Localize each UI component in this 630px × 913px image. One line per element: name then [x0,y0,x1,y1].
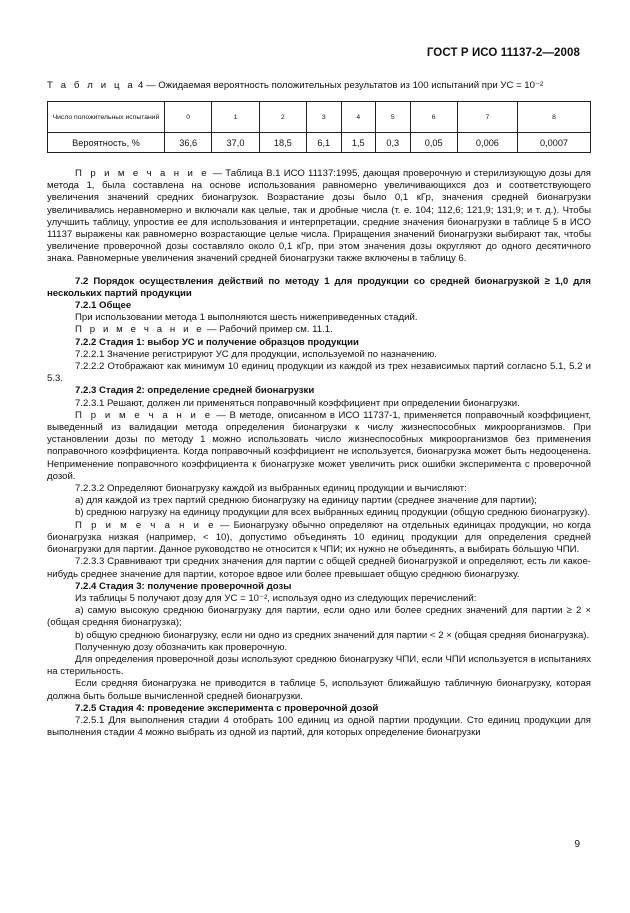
table-cell: 37,0 [212,133,259,153]
table-row-label: Вероятность, % [48,133,165,153]
body-paragraph: 7.2.3.3 Сравнивают три средних значения для партии с общей средней бионагрузкой и определяют, есть ли какое-нибудь среднее значение для партии, которое вдвое или более превышает общую среднюю бионагрузку. [47,556,591,580]
body-paragraph: а) самую высокую среднюю бионагрузку для партии, если одно или более средних значений для партии ≥ 2 × (общая средняя бионагрузка); [47,605,591,629]
document-header: ГОСТ Р ИСО 11137-2—2008 [426,47,580,59]
note-text: — Бионагрузку обычно определяют на отдельных единицах продукции, но когда бионагрузка низкая (например, < 10), допустимо объединять 10 единиц продукции для определения средней бионагрузки для партии. Данное руководство не относится к ЧПИ; их нужно не объединять, а выбирать бóльшую ЧПИ. [47,519,591,556]
document-body [47,168,591,739]
page-number: 9 [574,839,580,850]
table-caption [47,80,543,91]
note-paragraph [47,168,591,266]
table-column-header: 8 [517,102,590,133]
body-paragraph: b) среднюю нагрузку на единицу продукции для всех выбранных единиц продукции (общую среднюю бионагрузку). [75,507,591,519]
body-paragraph: Если средняя бионагрузка не приводится в таблице 5, используют ближайшую табличную бионагрузку, которая должна быть больше вычисленной средней бионагрузки. [47,678,591,702]
body-paragraph: b) общую среднюю бионагрузку, если ни одно из средних значений для партии < 2 × (общая средняя бионагрузка). [75,629,590,641]
table-cell: 0,3 [376,133,411,153]
table-value-row [48,133,591,153]
note-label: П р и м е ч а н и е [75,409,213,421]
table-column-header: 3 [306,102,341,133]
body-paragraph: а) для каждой из трех партий среднюю бионагрузку на единицу партии (среднее значение для партии); [75,495,537,507]
section-heading: 7.2.2 Стадия 1: выбор УС и получение образцов продукции [75,336,359,348]
note-paragraph [47,520,591,557]
note-paragraph [47,410,591,483]
body-paragraph: 7.2.2.2 Отображают как минимум 10 единиц продукции из каждой из трех независимых партий согласно 5.1, 5.2 и 5.3. [47,361,591,385]
note-text: — В методе, описанном в ИСО 11737-1, применяется поправочный коэффициент, выведенный из валидации метода определения бионагрузки к числу жизнеспособных микроорганизмов. При установлении дозы по методу 1 можно использовать число жизнеспособных микроорганизмов без применения поправочного коэффициента. Когда поправочный коэффициент не используется, бионагрузка может быть недооценена. Неприменение поправочного коэффициента к бионагрузке может увеличить риск ошибки эксперимента с проверочной дозой. [47,409,591,482]
note-text: — Таблица В.1 ИСО 11137:1995, дающая проверочную и стерилизующую дозы для метода 1, была составлена на основе использования равномерно увеличивающихся доз и соответствующего увеличения значений средних бионагрузок. Возрастание дозы было 0,1 кГр, значения средней бионагрузки увеличивались неравномерно и включали как целые, так и дробные числа (т. е. 104; 112,6; 121,9; 131,9; и т. д.). Чтобы улучшить таблицу, упростив ее для использования и интерпретации, средние значения бионагрузки в таблице 5 в ИСО 11137 выражены как равномерно возрастающие целые числа. Приращения значений бионагрузки выбирают так, чтобы увеличение проверочной дозы составляло около 0,1 кГр, при этом значения дозы округляют до одного десятичного знака. Равномерные увеличения значений средней бионагрузки также включены в таблицу 6. [47,168,591,265]
table-cell: 0,0007 [517,133,590,153]
table-header-row [48,102,591,133]
note-label: П р и м е ч а н и е [75,519,217,531]
body-paragraph: При использовании метода 1 выполняются шесть нижеприведенных стадий. [75,312,418,324]
note-label: П р и м е ч а н и е [75,168,210,179]
table-cell: 18,5 [259,133,306,153]
body-paragraph: Полученную дозу обозначить как проверочную. [75,641,288,653]
table-column-header: 7 [457,102,517,133]
table-column-header: 1 [212,102,259,133]
table-cell: 6,1 [306,133,341,153]
table-column-header: 6 [410,102,457,133]
table-cell: 0,05 [410,133,457,153]
table-cell: 0,006 [457,133,517,153]
table-header-label: Число положительных испытаний [48,102,165,133]
paragraph-gap [47,266,591,276]
body-paragraph: 7.2.3.2 Определяют бионагрузку каждой из выбранных единиц продукции и вычисляют: [75,483,467,495]
table-cell: 1,5 [341,133,376,153]
note-label: П р и м е ч а н и е [75,324,205,336]
body-paragraph: 7.2.3.1 Решают, должен ли применяться поправочный коэффициент при определении бионагрузки. [75,397,520,409]
section-heading: 7.2.4 Стадия 3: получение проверочной дозы [75,580,292,592]
table-column-header: 4 [341,102,376,133]
section-heading: 7.2.1 Общее [75,300,132,312]
table-cell: 36,6 [165,133,212,153]
table-column-header: 5 [376,102,411,133]
table-caption-text: 4 — Ожидаемая вероятность положительных результатов из 100 испытаний при УС = 10⁻² [137,80,544,91]
body-paragraph: Для определения проверочной дозы используют среднюю бионагрузку ЧПИ, если ЧПИ используется в испытаниях на стерильность. [47,653,591,678]
body-paragraph: 7.2.2.1 Значение регистрируют УС для продукции, используемой по назначению. [75,348,437,360]
probability-table [47,101,591,153]
table-column-header: 2 [259,102,306,133]
note-text: — Рабочий пример см. 11.1. [204,324,333,336]
table-column-header: 0 [165,102,212,133]
section-heading: 7.2 Порядок осуществления действий по методу 1 для продукции со средней бионагрузкой ≥ 1,0 для нескольких партий продукции [47,275,591,299]
section-heading: 7.2.3 Стадия 2: определение средней бионагрузки [75,385,315,397]
section-heading: 7.2.5 Стадия 4: проведение эксперимента с проверочной дозой [75,702,379,714]
note-paragraph [47,324,591,336]
table-caption-label: Т а б л и ц а [47,80,136,91]
body-paragraph: 7.2.5.1 Для выполнения стадии 4 отобрать 100 единиц из одной партии продукции. Сто единиц продукции для выполнения стадии 4 можно выбрать из одной из партий, для которых определение бионагрузки [47,714,591,739]
body-paragraph: Из таблицы 5 получают дозу для УС = 10⁻², используя одно из следующих перечислений: [75,592,477,604]
